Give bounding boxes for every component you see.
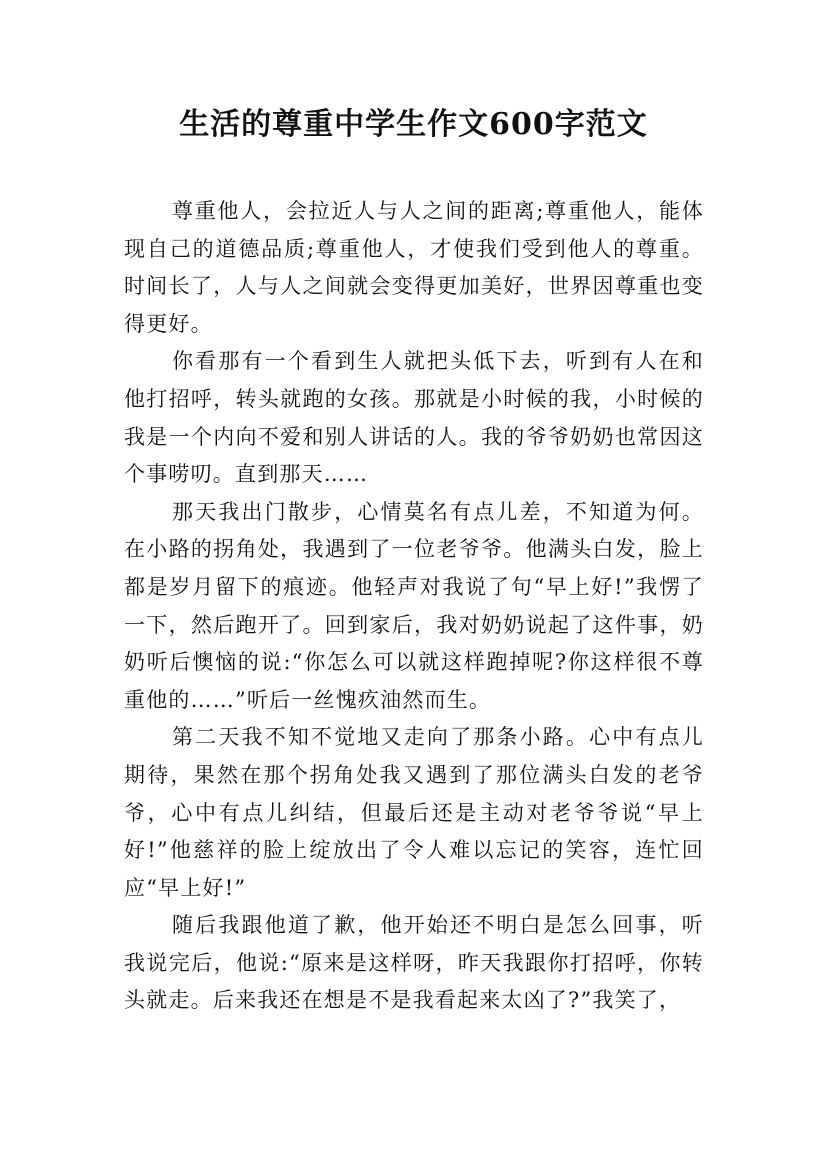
paragraph-2: 你看那有一个看到生人就把头低下去，听到有人在和他打招呼，转头就跑的女孩。那就是小时候的我，小时候的我是一个内向不爱和别人讲话的人。我的爷爷奶奶也常因这个事唠叨。直到那天…… <box>124 349 704 487</box>
paragraph-5: 随后我跟他道了歉，他开始还不明白是怎么回事，听我说完后，他说:“原来是这样呀，昨天我跟你打招呼，你转头就走。后来我还在想是不是我看起来太凶了?”我笑了， <box>124 913 704 1013</box>
paragraph-4: 第二天我不知不觉地又走向了那条小路。心中有点儿期待，果然在那个拐角处我又遇到了那位满头白发的老爷爷，心中有点儿纠结，但最后还是主动对老爷爷说“早上好!”他慈祥的脸上绽放出了令人难以忘记的笑容，连忙回应“早上好!” <box>124 725 704 900</box>
document-body <box>124 193 704 1020</box>
document-title: 生活的尊重中学生作文600字范文 <box>179 107 648 142</box>
paragraph-3: 那天我出门散步，心情莫名有点儿差，不知道为何。在小路的拐角处，我遇到了一位老爷爷。他满头白发，脸上都是岁月留下的痕迹。他轻声对我说了句“早上好!”我愣了一下，然后跑开了。回到家后，我对奶奶说起了这件事，奶奶听后懊恼的说:“你怎么可以就这样跑掉呢?你这样很不尊重他的……”听后一丝愧疚油然而生。 <box>124 499 704 712</box>
paragraph-1: 尊重他人，会拉近人与人之间的距离;尊重他人，能体现自己的道德品质;尊重他人，才使我们受到他人的尊重。时间长了，人与人之间就会变得更加美好，世界因尊重也变得更好。 <box>124 199 704 336</box>
